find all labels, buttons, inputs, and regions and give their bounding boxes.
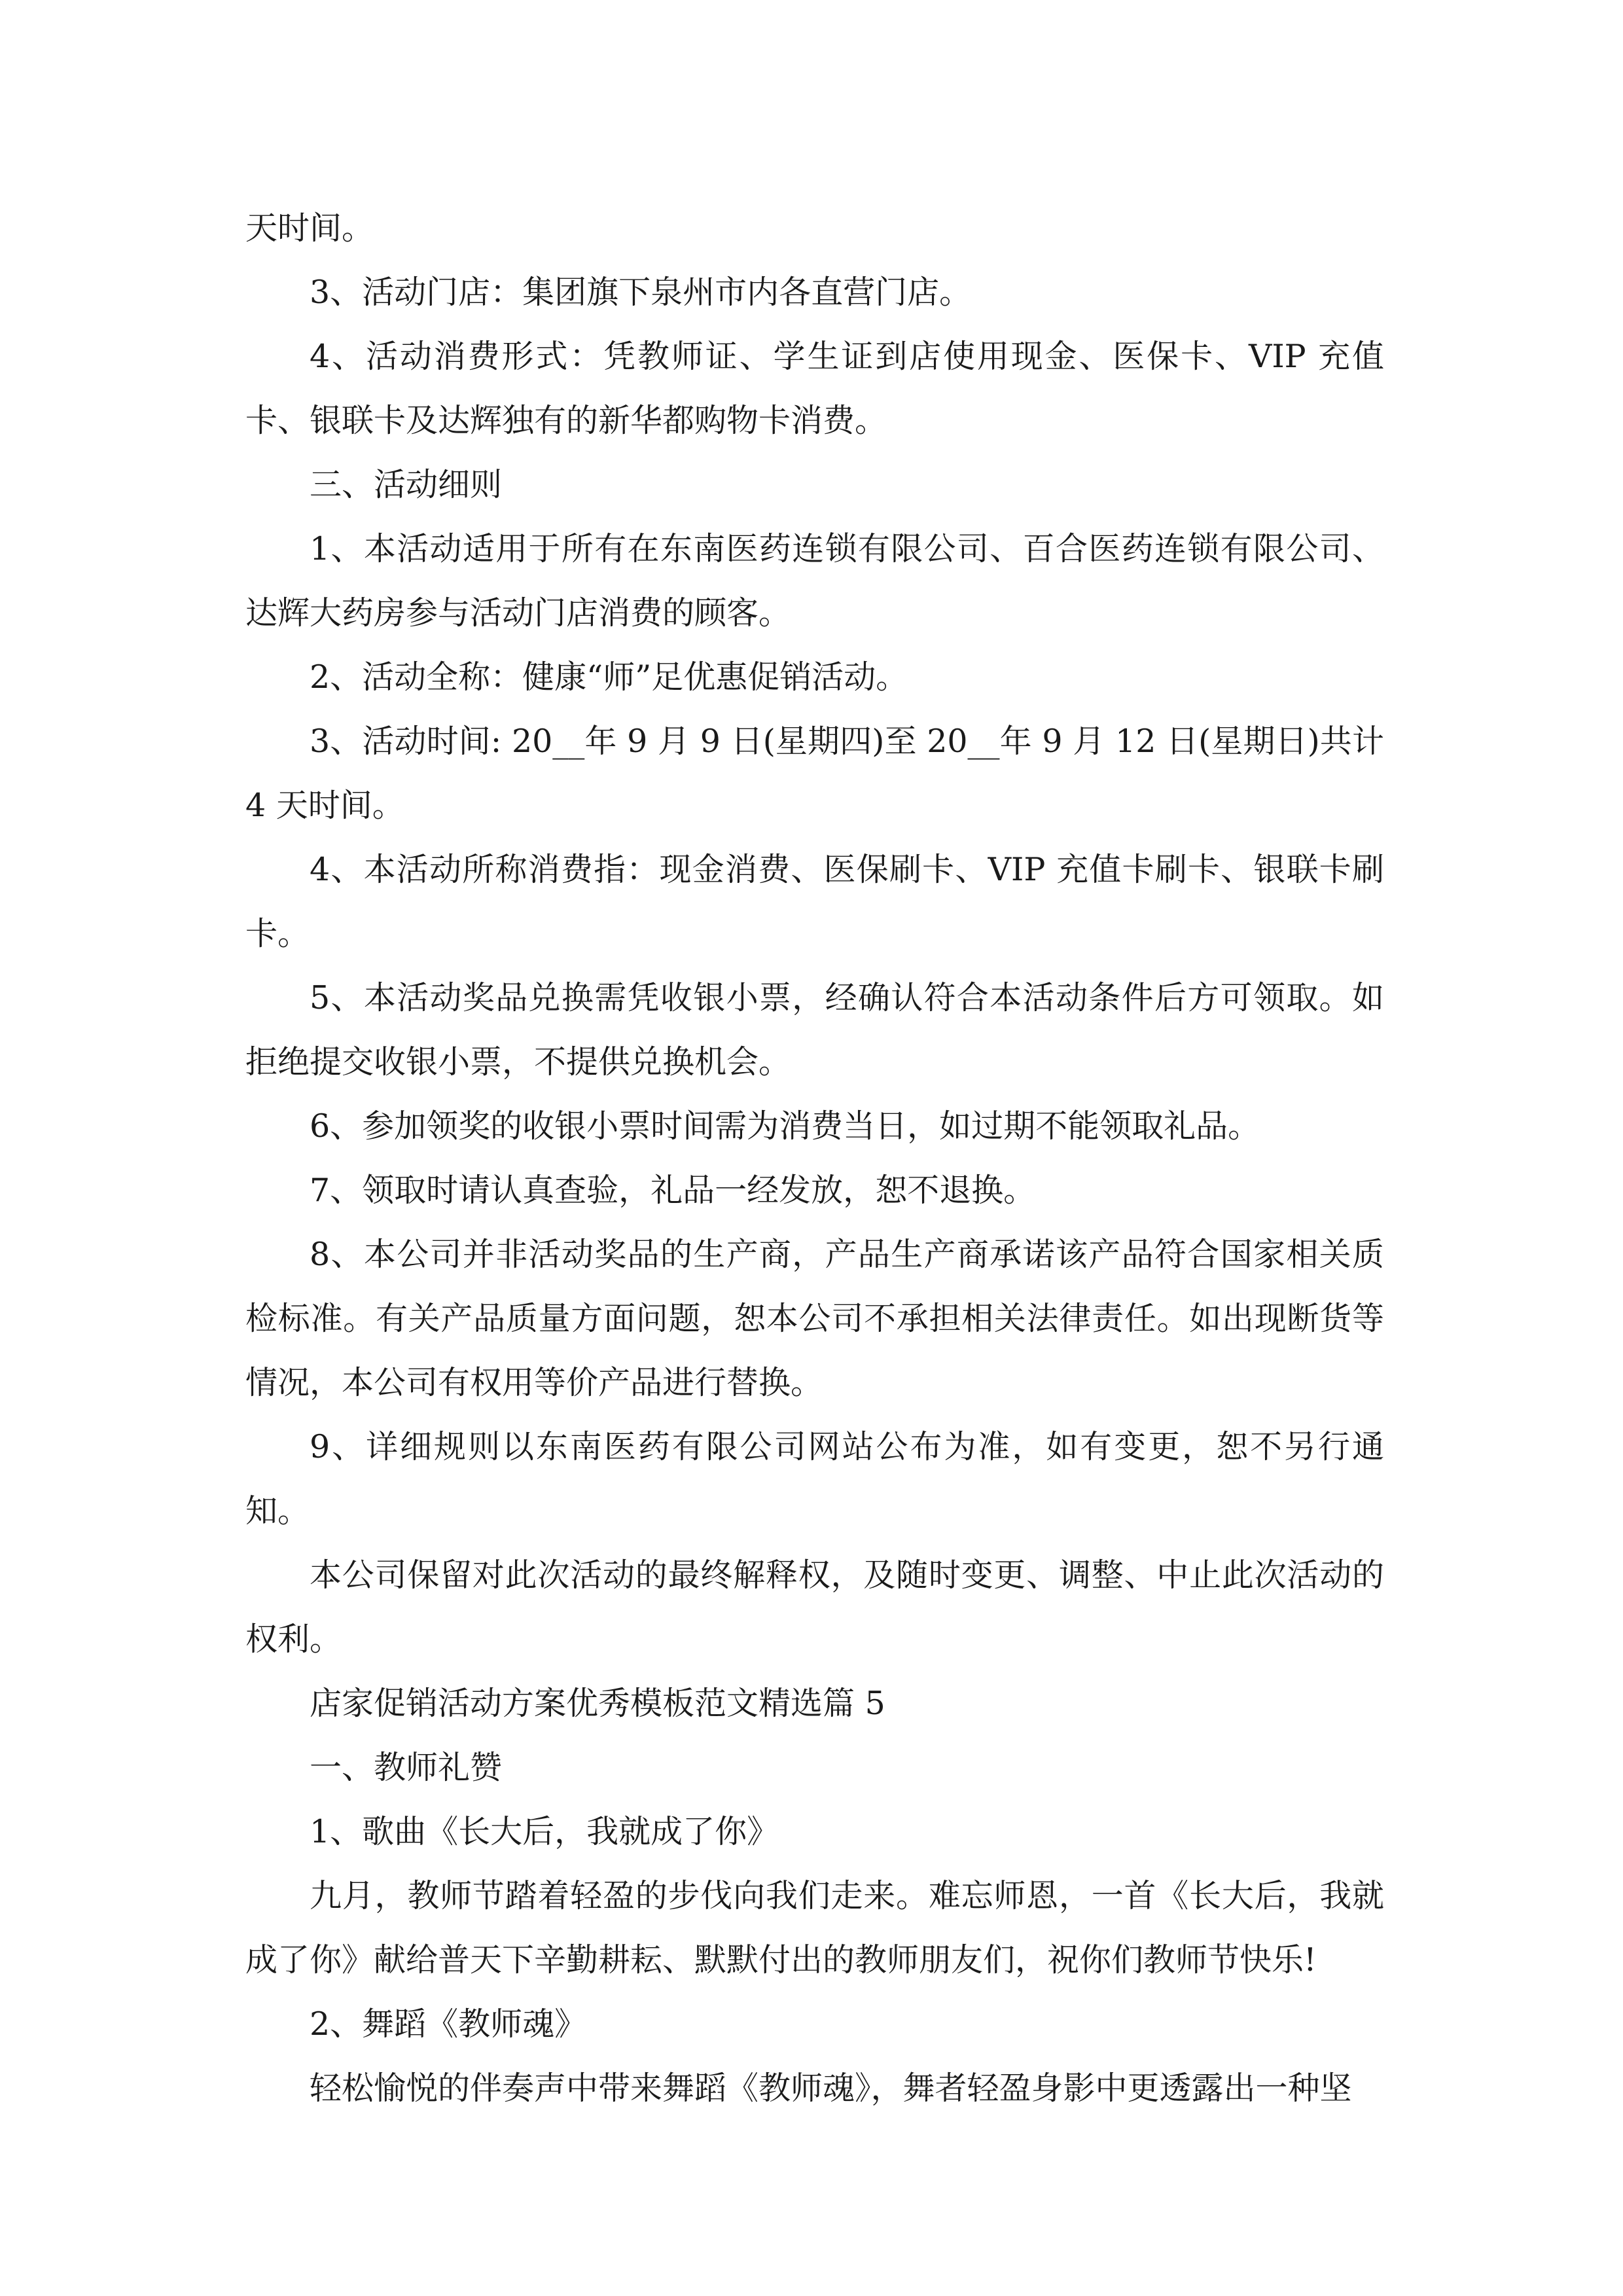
paragraph-5: 1、本活动适用于所有在东南医药连锁有限公司、百合医药连锁有限公司、达辉大药房参与活动门店消费的顾客。 xyxy=(245,530,1384,632)
document-body xyxy=(245,196,1384,2121)
paragraph-18: 九月，教师节踏着轻盈的步伐向我们走来。难忘师恩，一首《长大后，我就成了你》献给普天下辛勤耕耘、默默付出的教师朋友们，祝你们教师节快乐! xyxy=(245,1877,1384,1979)
article-title-5: 店家促销活动方案优秀模板范文精选篇 5 xyxy=(310,1685,885,1722)
paragraph-3: 4、活动消费形式：凭教师证、学生证到店使用现金、医保卡、VIP 充值卡、银联卡及达辉独有的新华都购物卡消费。 xyxy=(245,338,1384,439)
paragraph-7: 3、活动时间: 20__年 9 月 9 日(星期四)至 20__年 9 月 12 日(星期日)共计 4 天时间。 xyxy=(245,723,1384,824)
paragraph-20: 轻松愉悦的伴奏声中带来舞蹈《教师魂》，舞者轻盈身影中更透露出一种坚 xyxy=(310,2070,1352,2107)
paragraph-9: 5、本活动奖品兑换需凭收银小票，经确认符合本活动条件后方可领取。如拒绝提交收银小票，不提供兑换机会。 xyxy=(245,979,1384,1081)
paragraph-12: 8、本公司并非活动奖品的生产商，产品生产商承诺该产品符合国家相关质检标准。有关产品质量方面问题，恕本公司不承担相关法律责任。如出现断货等情况，本公司有权用等价产品进行替换。 xyxy=(245,1236,1384,1401)
paragraph-10: 6、参加领奖的收银小票时间需为消费当日，如过期不能领取礼品。 xyxy=(310,1107,1260,1145)
paragraph-1: 天时间。 xyxy=(245,209,374,247)
paragraph-17: 1、歌曲《长大后，我就成了你》 xyxy=(310,1813,779,1850)
paragraph-8: 4、本活动所称消费指：现金消费、医保刷卡、VIP 充值卡刷卡、银联卡刷卡。 xyxy=(245,851,1384,952)
paragraph-13: 9、详细规则以东南医药有限公司网站公布为准，如有变更，恕不另行通知。 xyxy=(245,1428,1384,1530)
paragraph-19: 2、舞蹈《教师魂》 xyxy=(310,2005,587,2043)
paragraph-2: 3、活动门店：集团旗下泉州市内各直营门店。 xyxy=(310,274,972,311)
section-heading-3: 三、活动细则 xyxy=(310,466,503,503)
paragraph-14: 本公司保留对此次活动的最终解释权，及随时变更、调整、中止此次活动的权利。 xyxy=(245,1556,1384,1658)
paragraph-11: 7、领取时请认真查验，礼品一经发放，恕不退换。 xyxy=(310,1172,1036,1209)
section-heading-1: 一、教师礼赞 xyxy=(310,1749,503,1786)
paragraph-6: 2、活动全称：健康“师”足优惠促销活动。 xyxy=(310,658,908,696)
